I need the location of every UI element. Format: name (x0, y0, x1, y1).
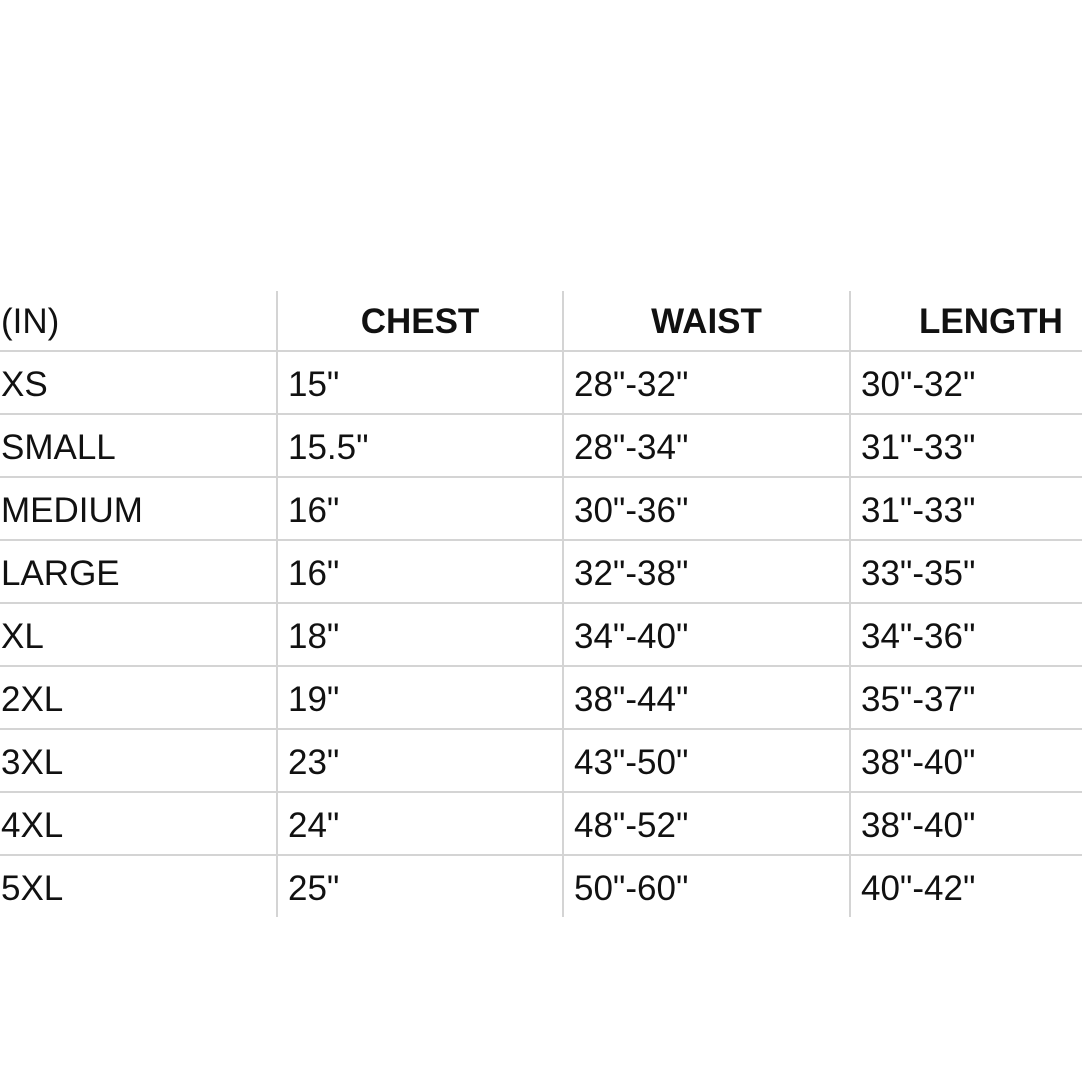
chest-cell: 24" (277, 792, 563, 855)
table-row (0, 666, 1082, 729)
length-cell: 38"-40" (850, 792, 1082, 855)
waist-cell: 34"-40" (563, 603, 850, 666)
table-row (0, 792, 1082, 855)
length-cell: 31"-33" (850, 414, 1082, 477)
waist-cell: 43"-50" (563, 729, 850, 792)
table-row (0, 351, 1082, 414)
waist-header: WAIST (563, 291, 850, 351)
chest-header: CHEST (277, 291, 563, 351)
chest-cell: 15.5" (277, 414, 563, 477)
size-cell: MEDIUM (0, 477, 277, 540)
size-cell: 4XL (0, 792, 277, 855)
waist-cell: 50"-60" (563, 855, 850, 917)
chest-cell: 25" (277, 855, 563, 917)
length-cell: 31"-33" (850, 477, 1082, 540)
size-cell: 3XL (0, 729, 277, 792)
chest-cell: 19" (277, 666, 563, 729)
length-cell: 40"-42" (850, 855, 1082, 917)
length-cell: 33"-35" (850, 540, 1082, 603)
chest-cell: 15" (277, 351, 563, 414)
length-cell: 35"-37" (850, 666, 1082, 729)
waist-cell: 48"-52" (563, 792, 850, 855)
chest-cell: 23" (277, 729, 563, 792)
waist-cell: 38"-44" (563, 666, 850, 729)
waist-cell: 32"-38" (563, 540, 850, 603)
waist-cell: 28"-32" (563, 351, 850, 414)
length-cell: 38"-40" (850, 729, 1082, 792)
size-cell: 2XL (0, 666, 277, 729)
table-row (0, 540, 1082, 603)
chest-cell: 18" (277, 603, 563, 666)
size-cell: 5XL (1, 868, 64, 908)
size-cell: XS (0, 351, 277, 414)
unit-label: (IN) (0, 291, 277, 351)
size-cell: SMALL (0, 414, 277, 477)
size-chart-table (0, 291, 1082, 917)
chest-cell: 16" (277, 540, 563, 603)
chest-cell: 16" (277, 477, 563, 540)
length-header: LENGTH (850, 291, 1082, 351)
length-cell: 34"-36" (850, 603, 1082, 666)
waist-cell: 28"-34" (563, 414, 850, 477)
table-row (0, 855, 1082, 917)
size-cell: XL (0, 603, 277, 666)
table-row (0, 414, 1082, 477)
size-cell: LARGE (0, 540, 277, 603)
waist-cell: 30"-36" (563, 477, 850, 540)
table-row (0, 477, 1082, 540)
table-row (0, 729, 1082, 792)
length-cell: 30"-32" (850, 351, 1082, 414)
table-row (0, 603, 1082, 666)
header-row (0, 291, 1082, 351)
